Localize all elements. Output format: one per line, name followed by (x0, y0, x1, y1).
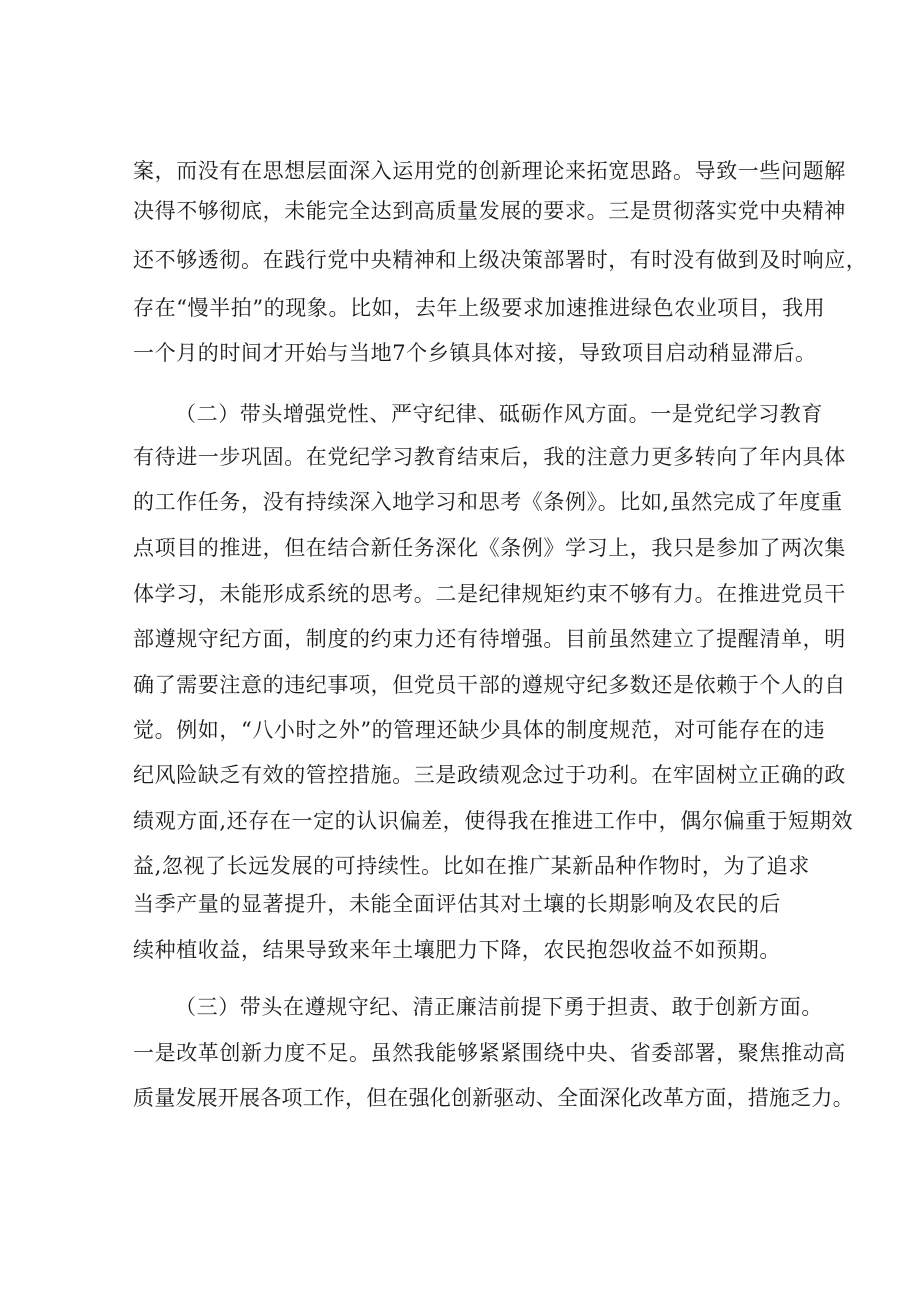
paragraph-2-line-2: 有待进一步巩固。在党纪学习教育结束后，我的注意力更多转向了年内具体 (133, 445, 846, 469)
paragraph-2-line-6: 部遵规守纪方面，制度的约束力还有待增强。目前虽然建立了提醒清单，明 (133, 627, 846, 651)
paragraph-2-line-3: 的工作任务，没有持续深入地学习和思考《条例》。比如,虽然完成了年度重 (133, 490, 843, 514)
paragraph-3-line-2: 一是改革创新力度不足。虽然我能够紧紧围绕中央、省委部署，聚焦推动高 (133, 1041, 846, 1065)
paragraph-2-line-12: 当季产量的显著提升，未能全面评估其对土壤的长期影响及农民的后 (133, 892, 781, 916)
paragraph-2-line-4: 点项目的推进，但在结合新任务深化《条例》学习上，我只是参加了两次集 (133, 536, 846, 560)
paragraph-1-line-3: 还不够透彻。在践行党中央精神和上级决策部署时，有时没有做到及时响应， (133, 248, 868, 272)
paragraph-2-line-5: 体学习，未能形成系统的思考。二是纪律规矩约束不够有力。在推进党员干 (133, 582, 846, 606)
paragraph-2-line-8: 觉。例如，“八小时之外”的管理还缺少具体的制度规范，对可能存在的违 (133, 718, 826, 742)
paragraph-3-line-1: （三）带头在遵规守纪、清正廉洁前提下勇于担责、敢于创新方面。 (175, 995, 823, 1019)
paragraph-2-line-7: 确了需要注意的违纪事项，但党员干部的遵规守纪多数还是依赖于个人的自 (133, 673, 846, 697)
paragraph-2-line-9: 纪风险缺乏有效的管控措施。三是政绩观念过于功利。在牢固树立正确的政 (133, 763, 846, 787)
paragraph-2-line-1: （二）带头增强党性、严守纪律、砥砺作风方面。一是党纪学习教育 (175, 402, 823, 426)
paragraph-2-line-10: 绩观方面,还存在一定的认识偏差，使得我在推进工作中，偶尔偏重于短期效 (133, 809, 854, 833)
paragraph-1-line-4: 存在“慢半拍”的现象。比如，去年上级要求加速推进绿色农业项目，我用 (133, 296, 826, 320)
paragraph-1-line-5: 一个月的时间才开始与当地7个乡镇具体对接，导致项目启动稍显滞后。 (133, 341, 817, 365)
paragraph-1-line-2: 决得不够彻底，未能完全达到高质量发展的要求。三是贯彻落实党中央精神 (133, 199, 846, 223)
paragraph-1-line-1: 案，而没有在思想层面深入运用党的创新理论来拓宽思路。导致一些问题解 (133, 159, 846, 183)
paragraph-2-line-11: 益,忽视了长远发展的可持续性。比如在推广某新品种作物时，为了追求 (133, 854, 810, 878)
paragraph-3-line-3: 质量发展开展各项工作，但在强化创新驱动、全面深化改革方面，措施乏力。 (133, 1086, 854, 1110)
paragraph-2-line-13: 续种植收益，结果导致来年土壤肥力下降，农民抱怨收益不如预期。 (133, 938, 781, 962)
